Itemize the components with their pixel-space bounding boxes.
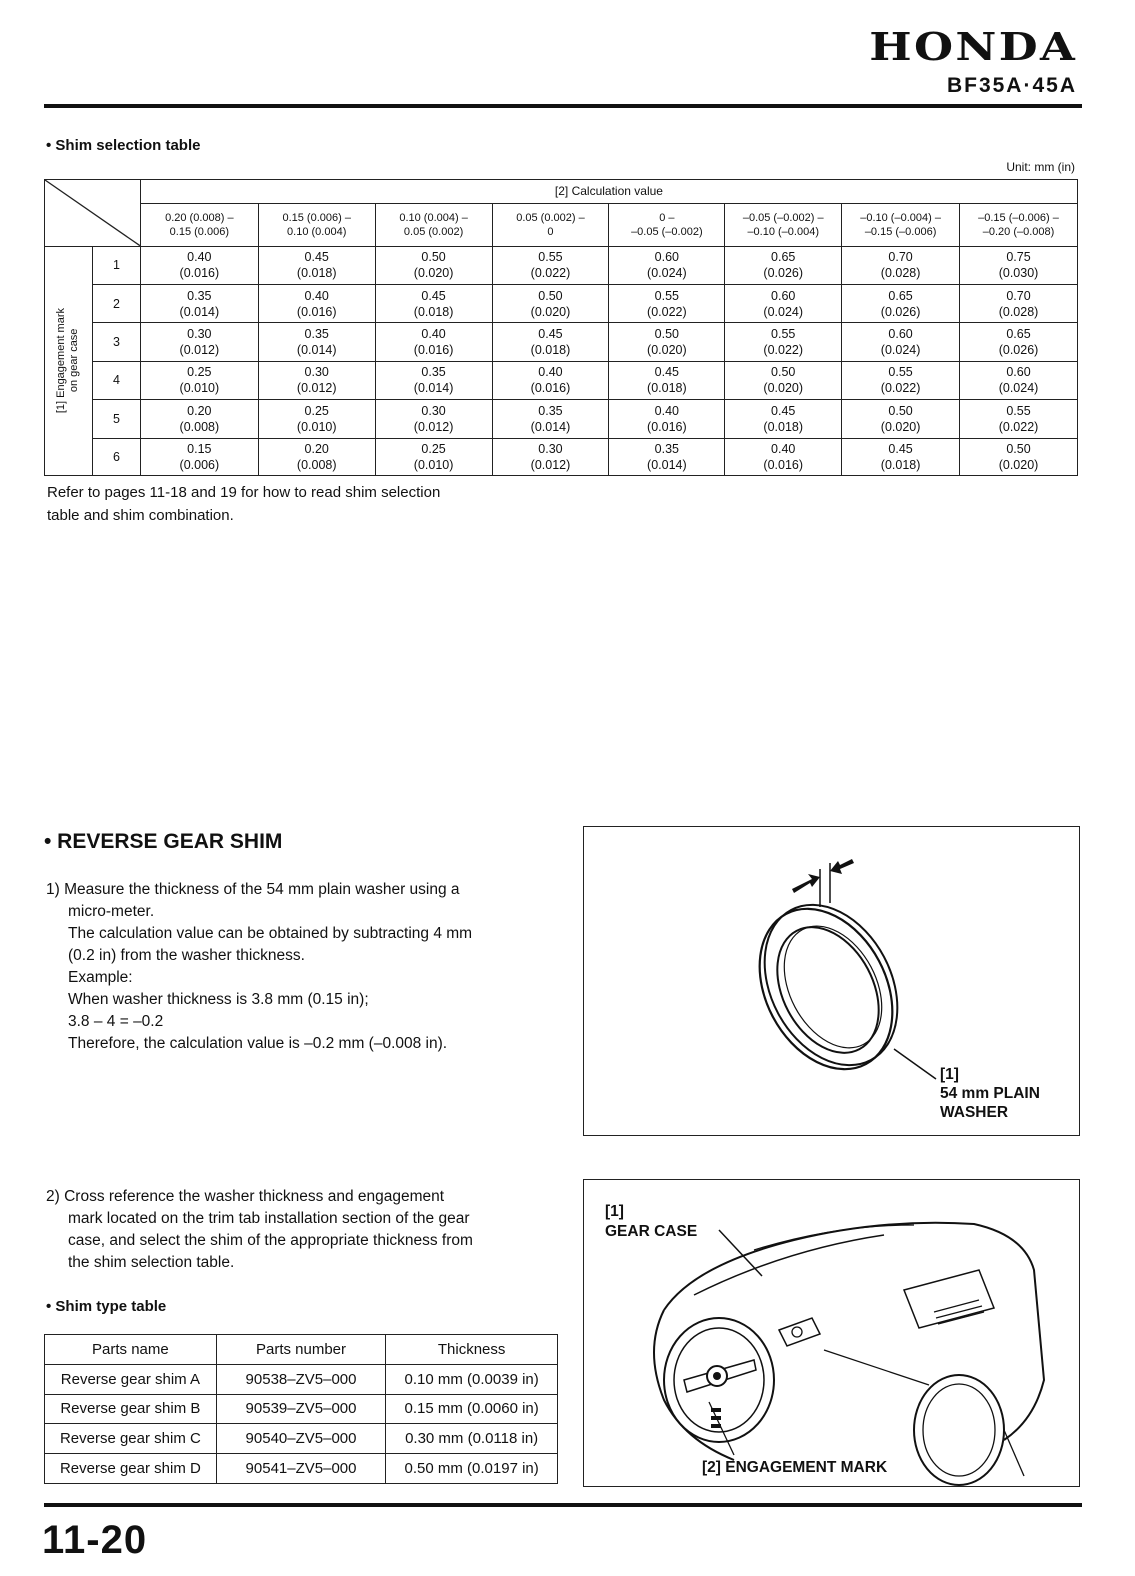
unit-label: Unit: mm (in) — [1006, 160, 1075, 174]
range-header: 0.05 (0.002) – 0 — [492, 204, 609, 246]
shim-value-cell: 0.35 (0.014) — [492, 400, 609, 438]
engagement-mark: 2 — [92, 285, 140, 323]
shim-value-cell: 0.40 (0.016) — [609, 400, 725, 438]
brand-logo: HONDA — [869, 24, 1077, 69]
shim-value-cell: 0.35 (0.014) — [258, 323, 375, 361]
column-header: Thickness — [386, 1335, 558, 1365]
gear-case-label: GEAR CASE — [605, 1223, 698, 1240]
range-header: 0.15 (0.006) – 0.10 (0.004) — [258, 204, 375, 246]
shim-value-cell: 0.30 (0.012) — [258, 361, 375, 399]
shim-value-cell: 0.60 (0.024) — [842, 323, 960, 361]
shim-value-cell: 0.35 (0.014) — [140, 285, 258, 323]
range-header: 0 – –0.05 (–0.002) — [609, 204, 725, 246]
shim-table-note: Refer to pages 11-18 and 19 for how to read shim selection table and shim combination. — [47, 484, 441, 524]
shim-value-cell: 0.55 (0.022) — [492, 246, 609, 284]
shim-value-cell: 0.40 (0.016) — [258, 285, 375, 323]
shim-value-cell: 0.45 (0.018) — [842, 438, 960, 475]
shim-type-heading: • Shim type table — [46, 1298, 167, 1315]
shim-value-cell: 0.50 (0.020) — [375, 246, 492, 284]
table-corner-diagonal — [45, 180, 141, 247]
reverse-gear-shim-title: • REVERSE GEAR SHIM — [44, 830, 283, 853]
range-header: –0.15 (–0.006) – –0.20 (–0.008) — [960, 204, 1078, 246]
shim-value-cell: 0.30 (0.012) — [140, 323, 258, 361]
shim-value-cell: 0.55 (0.022) — [609, 285, 725, 323]
table-row — [45, 1364, 558, 1394]
shim-value-cell: 0.40 (0.016) — [140, 246, 258, 284]
thickness: 0.15 mm (0.0060 in) — [386, 1394, 558, 1424]
parts-number: 90538–ZV5–000 — [216, 1364, 386, 1394]
step-1-text: 1) Measure the thickness of the 54 mm plain washer using a micro-meter. The calculation value can be obtained by subtracting 4 mm (0.2 in) from the washer thickness. Example: When washer thickness is 3.8 mm (0.15 in); 3.8 – 4 = –0.2 Therefore, the calculation value is –0.2 mm (–0.008 in). — [46, 881, 473, 1052]
range-header: –0.10 (–0.004) – –0.15 (–0.006) — [842, 204, 960, 246]
engagement-mark: 5 — [92, 400, 140, 438]
plain-washer-figure — [583, 826, 1080, 1136]
header-rule — [44, 104, 1082, 108]
shim-selection-heading: • Shim selection table — [46, 137, 201, 154]
range-header: 0.10 (0.004) – 0.05 (0.002) — [375, 204, 492, 246]
shim-value-cell: 0.45 (0.018) — [609, 361, 725, 399]
shim-value-cell: 0.45 (0.018) — [375, 285, 492, 323]
parts-name: Reverse gear shim A — [45, 1364, 217, 1394]
shim-value-cell: 0.35 (0.014) — [375, 361, 492, 399]
shim-value-cell: 0.45 (0.018) — [492, 323, 609, 361]
shim-value-cell: 0.25 (0.010) — [375, 438, 492, 475]
parts-number: 90540–ZV5–000 — [216, 1424, 386, 1454]
shim-value-cell: 0.50 (0.020) — [842, 400, 960, 438]
shim-value-cell: 0.60 (0.024) — [609, 246, 725, 284]
gear-case-figure — [583, 1179, 1080, 1487]
shim-value-cell: 0.25 (0.010) — [140, 361, 258, 399]
table-row — [45, 1454, 558, 1484]
table-row — [45, 1394, 558, 1424]
engagement-mark-label: [2] ENGAGEMENT MARK — [702, 1459, 888, 1476]
shim-value-cell: 0.55 (0.022) — [960, 400, 1078, 438]
shim-value-cell: 0.40 (0.016) — [375, 323, 492, 361]
model-name: BF35A·45A — [946, 74, 1077, 97]
shim-value-cell: 0.60 (0.024) — [725, 285, 842, 323]
shim-value-cell: 0.55 (0.022) — [725, 323, 842, 361]
shim-value-cell: 0.25 (0.010) — [258, 400, 375, 438]
thickness: 0.30 mm (0.0118 in) — [386, 1424, 558, 1454]
shim-value-cell: 0.50 (0.020) — [492, 285, 609, 323]
shim-value-cell: 0.65 (0.026) — [842, 285, 960, 323]
shim-value-cell: 0.30 (0.012) — [492, 438, 609, 475]
parts-name: Reverse gear shim B — [45, 1394, 217, 1424]
washer-label: 54 mm PLAIN — [940, 1085, 1040, 1102]
shim-value-cell: 0.30 (0.012) — [375, 400, 492, 438]
shim-value-cell: 0.60 (0.024) — [960, 361, 1078, 399]
column-header: Parts name — [45, 1335, 217, 1365]
engagement-mark: 4 — [92, 361, 140, 399]
shim-value-cell: 0.40 (0.016) — [725, 438, 842, 475]
shim-value-cell: 0.15 (0.006) — [140, 438, 258, 475]
washer-ref-number: [1] — [940, 1066, 959, 1083]
shim-value-cell: 0.70 (0.028) — [960, 285, 1078, 323]
step-2-text: 2) Cross reference the washer thickness and engagement mark located on the trim tab installation section of the gear case, and select the shim of the appropriate thickness from the shim selection table. — [46, 1188, 473, 1271]
parts-number: 90541–ZV5–000 — [216, 1454, 386, 1484]
column-header: Parts number — [216, 1335, 386, 1365]
shim-type-table — [44, 1334, 558, 1484]
thickness: 0.10 mm (0.0039 in) — [386, 1364, 558, 1394]
shim-value-cell: 0.50 (0.020) — [960, 438, 1078, 475]
thickness: 0.50 mm (0.0197 in) — [386, 1454, 558, 1484]
washer-label-line2: WASHER — [940, 1104, 1009, 1121]
gear-case-ref-number: [1] — [605, 1203, 624, 1220]
shim-value-cell: 0.45 (0.018) — [725, 400, 842, 438]
range-header: –0.05 (–0.002) – –0.10 (–0.004) — [725, 204, 842, 246]
shim-value-cell: 0.65 (0.026) — [725, 246, 842, 284]
engagement-mark-axis-label: [1] Engagement mark on gear case — [45, 246, 93, 475]
shim-value-cell: 0.35 (0.014) — [609, 438, 725, 475]
shim-value-cell: 0.45 (0.018) — [258, 246, 375, 284]
shim-value-cell: 0.50 (0.020) — [609, 323, 725, 361]
engagement-mark: 1 — [92, 246, 140, 284]
footer-rule — [44, 1503, 1082, 1507]
range-header: 0.20 (0.008) – 0.15 (0.006) — [140, 204, 258, 246]
shim-value-cell: 0.40 (0.016) — [492, 361, 609, 399]
shim-value-cell: 0.55 (0.022) — [842, 361, 960, 399]
parts-name: Reverse gear shim C — [45, 1424, 217, 1454]
shim-value-cell: 0.20 (0.008) — [140, 400, 258, 438]
engagement-mark: 6 — [92, 438, 140, 475]
engagement-mark: 3 — [92, 323, 140, 361]
parts-number: 90539–ZV5–000 — [216, 1394, 386, 1424]
shim-value-cell: 0.75 (0.030) — [960, 246, 1078, 284]
page-number: 11-20 — [42, 1518, 148, 1562]
shim-value-cell: 0.65 (0.026) — [960, 323, 1078, 361]
shim-value-cell: 0.70 (0.028) — [842, 246, 960, 284]
shim-value-cell: 0.50 (0.020) — [725, 361, 842, 399]
shim-selection-table — [44, 179, 1078, 476]
table-row — [45, 1424, 558, 1454]
calculation-value-header: [2] Calculation value — [140, 180, 1077, 204]
parts-name: Reverse gear shim D — [45, 1454, 217, 1484]
shim-value-cell: 0.20 (0.008) — [258, 438, 375, 475]
